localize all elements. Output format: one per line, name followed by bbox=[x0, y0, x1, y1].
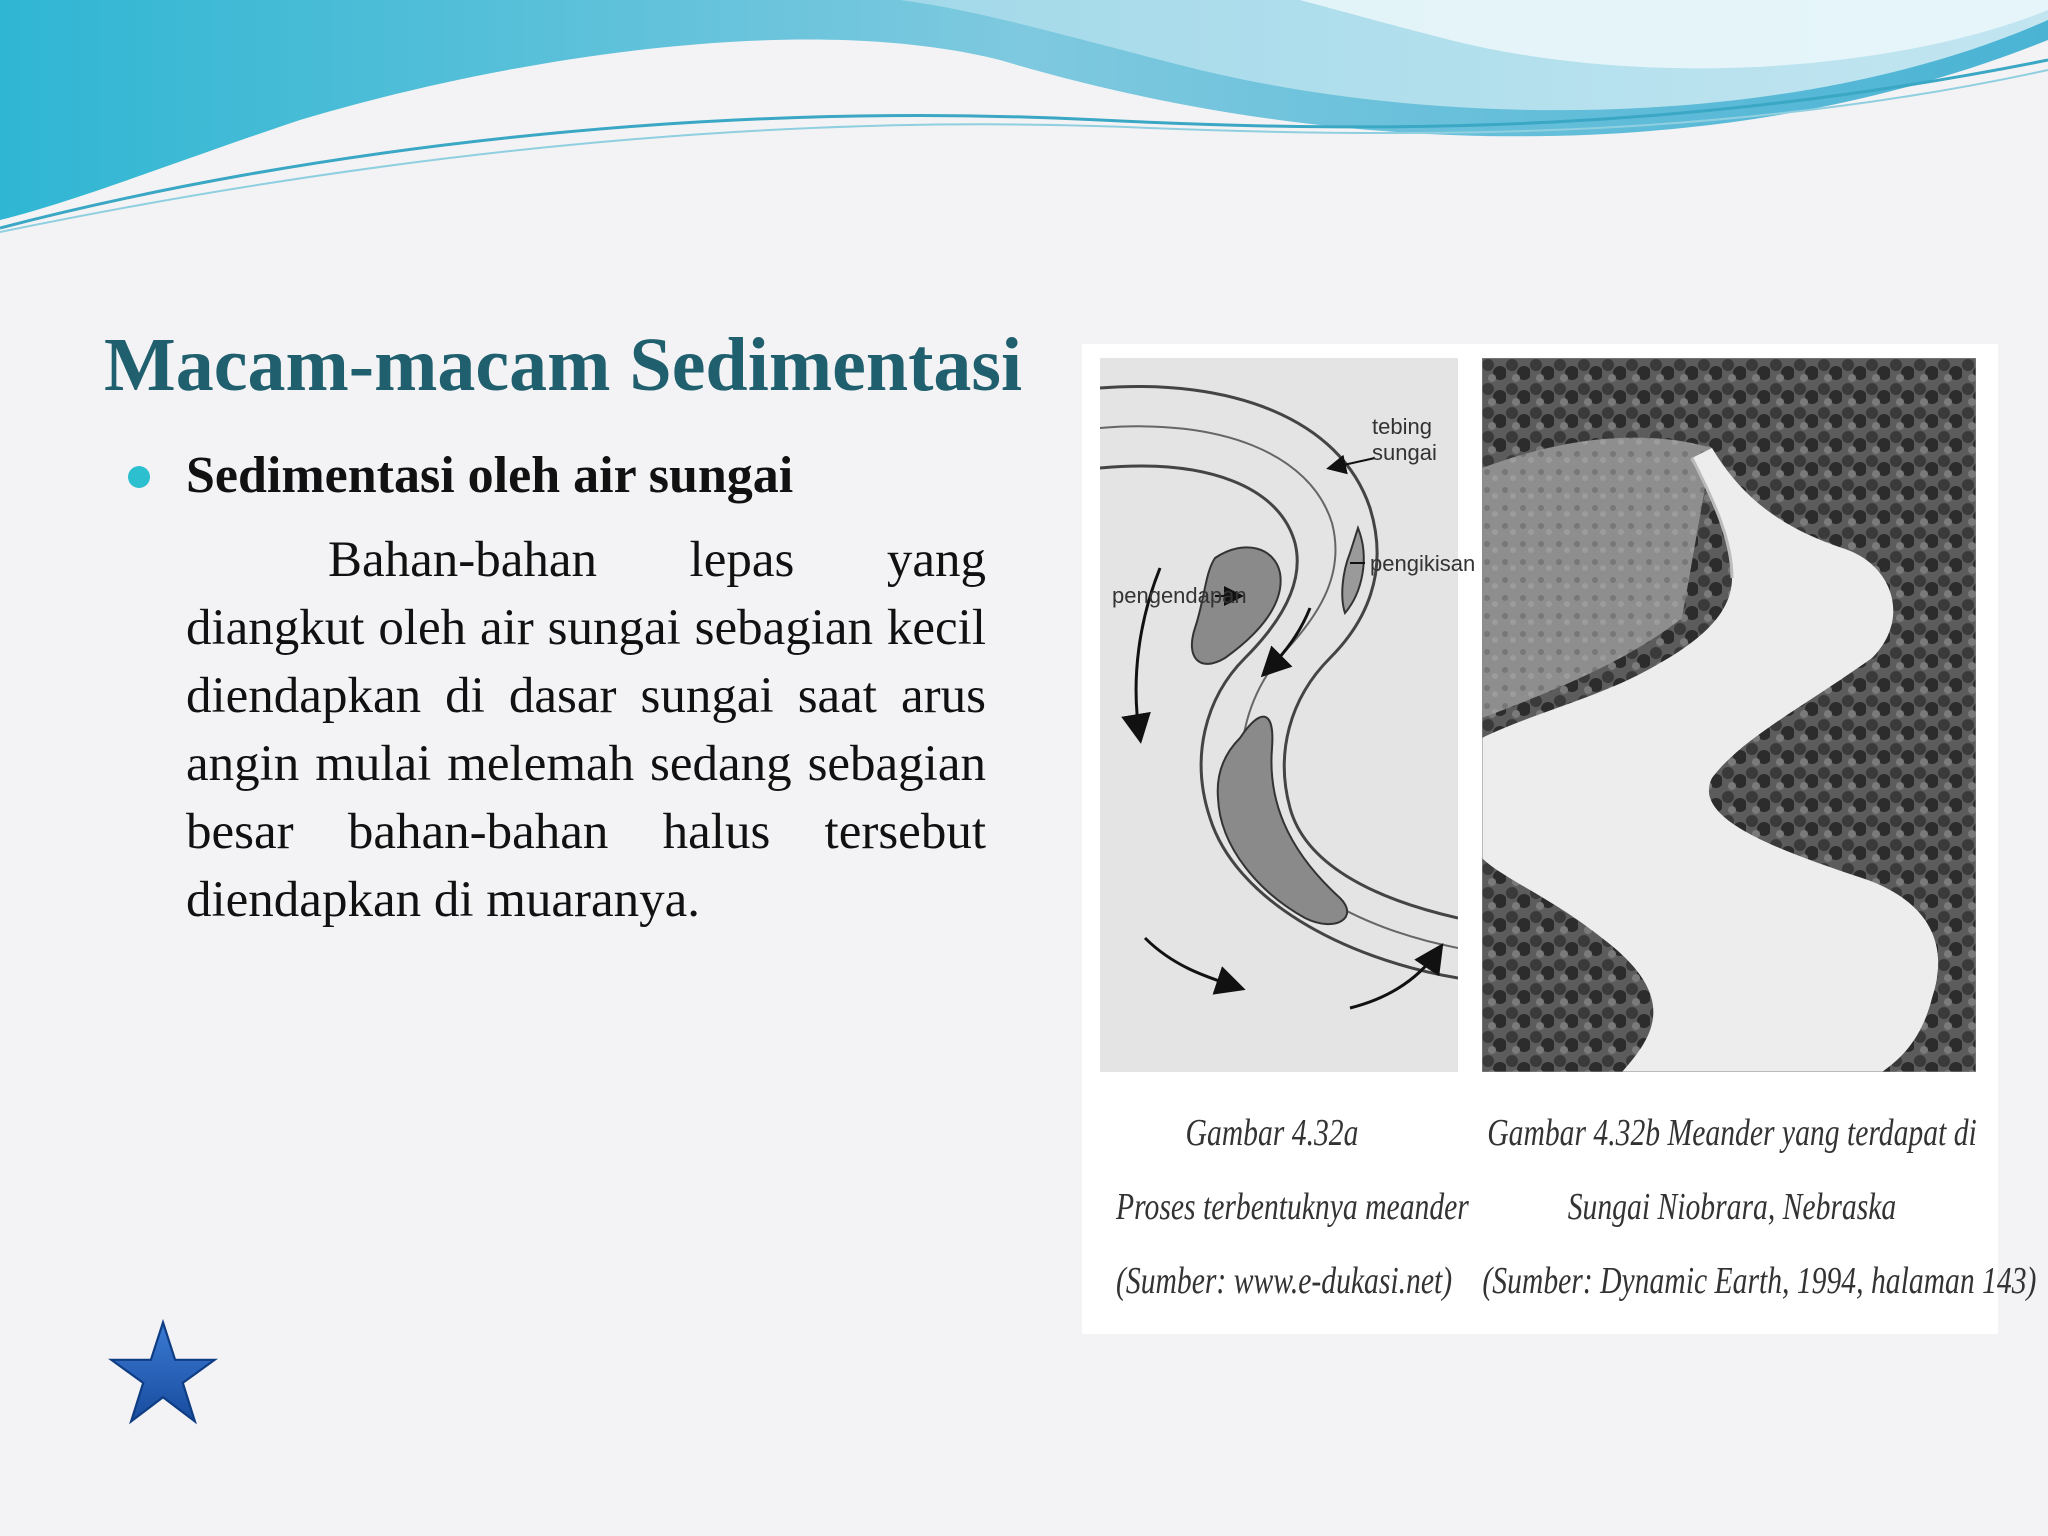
caption-b-line2: Sungai Niobrara, Nebraska bbox=[1567, 1186, 1897, 1228]
bullet-dot-icon bbox=[128, 466, 150, 488]
caption-b-line1: Gambar 4.32b Meander yang terdapat di bbox=[1487, 1112, 1977, 1154]
caption-a-line2: Proses terbentuknya meander bbox=[1116, 1186, 1469, 1228]
label-tebing-sungai bbox=[1372, 414, 1437, 466]
caption-b bbox=[1482, 1096, 2037, 1318]
bullet-heading: Sedimentasi oleh air sungai bbox=[186, 447, 794, 504]
label-sungai: sungai bbox=[1372, 440, 1437, 465]
caption-a-line3: (Sumber: www.e-dukasi.net) bbox=[1116, 1260, 1453, 1302]
label-pengendapan: pengendapan bbox=[1112, 583, 1247, 608]
body-paragraph: Bahan-bahan lepas yang diangkut oleh air sungai sebagian kecil diendapkan di dasar sungai saat arus angin mulai melemah sedang sebagian besar bahan-bahan halus tersebut diendapkan di muaranya. bbox=[186, 532, 986, 928]
label-pengikisan: pengikisan bbox=[1370, 551, 1476, 576]
river-photo bbox=[1482, 358, 1976, 1072]
slide-title: Macam-macam Sedimentasi bbox=[104, 323, 1023, 407]
label-tebing: tebing bbox=[1372, 414, 1432, 439]
caption-a-line1: Gambar 4.32a bbox=[1185, 1112, 1359, 1154]
caption-a bbox=[1116, 1096, 1469, 1318]
figure-panel bbox=[1082, 344, 2037, 1334]
star-icon[interactable] bbox=[108, 1318, 218, 1428]
caption-b-line3: (Sumber: Dynamic Earth, 1994, halaman 143) bbox=[1482, 1260, 2037, 1302]
header-wave-decoration bbox=[0, 0, 2048, 240]
